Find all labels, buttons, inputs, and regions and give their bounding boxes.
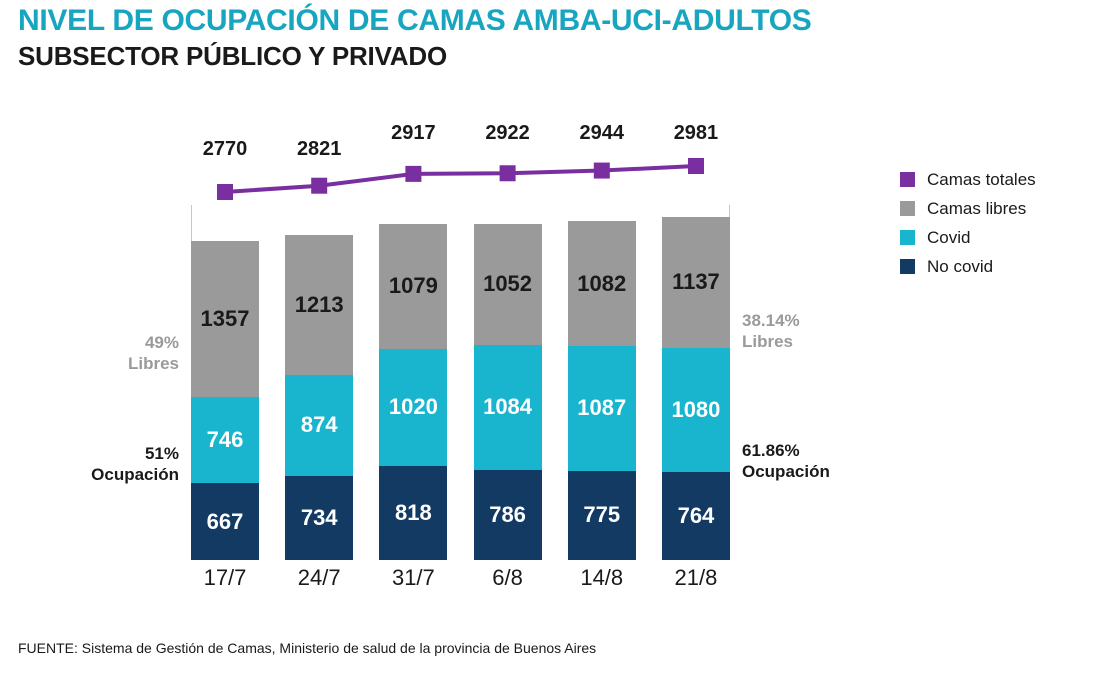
camas-totales-labels xyxy=(191,122,730,161)
total-marker xyxy=(594,163,610,179)
bar-segment: 1357 xyxy=(191,241,259,397)
total-label: 2917 xyxy=(391,122,436,144)
x-tick-label: 14/8 xyxy=(580,565,624,590)
source-note: FUENTE: Sistema de Gestión de Camas, Ministerio de salud de la provincia de Buenos Aires xyxy=(18,640,597,656)
bar-segment: 786 xyxy=(474,470,542,560)
legend-item-label: Covid xyxy=(927,227,971,247)
legend-swatch-icon xyxy=(900,230,915,245)
annotation-left-libres-word: Libres xyxy=(127,354,179,374)
bar-segment: 1020 xyxy=(379,349,447,466)
bar-column xyxy=(568,205,636,560)
annotation-right-ocupacion-word: Ocupación xyxy=(742,462,830,482)
annotation-right-ocupacion-pct: 61.86% xyxy=(742,441,800,460)
annotation-left-ocupacion-pct: 51% xyxy=(144,444,179,463)
x-tick-label: 17/7 xyxy=(203,565,247,590)
total-marker xyxy=(217,184,233,200)
total-marker xyxy=(500,165,516,181)
bar-segment: 1079 xyxy=(379,224,447,348)
total-marker xyxy=(311,178,327,194)
annotation-left-libres-pct: 49% xyxy=(144,333,179,352)
bar-column xyxy=(379,205,447,560)
bar-segment: 667 xyxy=(191,483,259,560)
annotation-right-ocupacion xyxy=(742,440,830,483)
total-label: 2922 xyxy=(485,122,530,144)
source-divider xyxy=(18,628,1086,629)
legend-item-label: No covid xyxy=(927,256,994,276)
legend-item[interactable] xyxy=(900,252,1090,281)
legend-swatch-icon xyxy=(900,172,915,187)
legend-item-label: Camas libres xyxy=(927,198,1027,218)
bar-segment: 734 xyxy=(285,476,353,560)
legend-item[interactable] xyxy=(900,223,1090,252)
x-tick-label: 31/7 xyxy=(391,565,435,590)
bar-segment: 775 xyxy=(568,471,636,560)
annotation-right-libres xyxy=(742,310,800,353)
bar-column xyxy=(285,205,353,560)
bar-segment: 1082 xyxy=(568,221,636,345)
bar-segment: 818 xyxy=(379,466,447,560)
total-label: 2821 xyxy=(296,138,342,160)
annotation-right-libres-pct: 38.14% xyxy=(742,311,800,330)
bar-segment: 746 xyxy=(191,397,259,483)
annotation-left-ocupacion xyxy=(58,443,179,486)
x-tick-label: 24/7 xyxy=(297,565,341,590)
bar-segment: 1080 xyxy=(662,348,730,472)
bar-segment: 1213 xyxy=(285,235,353,375)
bar-segment: 874 xyxy=(285,375,353,476)
annotation-right-libres-word: Libres xyxy=(742,332,794,352)
x-tick-label: 6/8 xyxy=(492,565,523,590)
chart-title-block xyxy=(18,4,811,72)
bar-segment: 1087 xyxy=(568,346,636,471)
annotation-left-ocupacion-word: Ocupación xyxy=(91,465,179,485)
total-label: 2944 xyxy=(579,122,624,144)
bar-column xyxy=(474,205,542,560)
legend-item[interactable] xyxy=(900,194,1090,223)
stacked-bars xyxy=(191,205,730,560)
bar-segment: 1052 xyxy=(474,224,542,345)
legend-swatch-icon xyxy=(900,201,915,216)
chart-legend xyxy=(900,165,1090,281)
x-axis-labels xyxy=(191,565,730,591)
bar-column xyxy=(662,205,730,560)
legend-swatch-icon xyxy=(900,259,915,274)
bar-segment: 1084 xyxy=(474,345,542,470)
x-tick-label: 21/8 xyxy=(674,565,718,590)
total-label: 2770 xyxy=(202,138,248,160)
annotation-left-libres xyxy=(103,332,179,375)
bar-segment: 1137 xyxy=(662,217,730,348)
legend-item-label: Camas totales xyxy=(927,169,1036,189)
total-marker xyxy=(405,166,421,182)
bar-column xyxy=(191,205,259,560)
total-label: 2981 xyxy=(673,122,719,144)
page-title: NIVEL DE OCUPACIÓN DE CAMAS AMBA-UCI-ADULTOS xyxy=(18,4,812,37)
bar-segment: 764 xyxy=(662,472,730,560)
legend-item[interactable] xyxy=(900,165,1090,194)
page-subtitle: SUBSECTOR PÚBLICO Y PRIVADO xyxy=(18,40,447,71)
